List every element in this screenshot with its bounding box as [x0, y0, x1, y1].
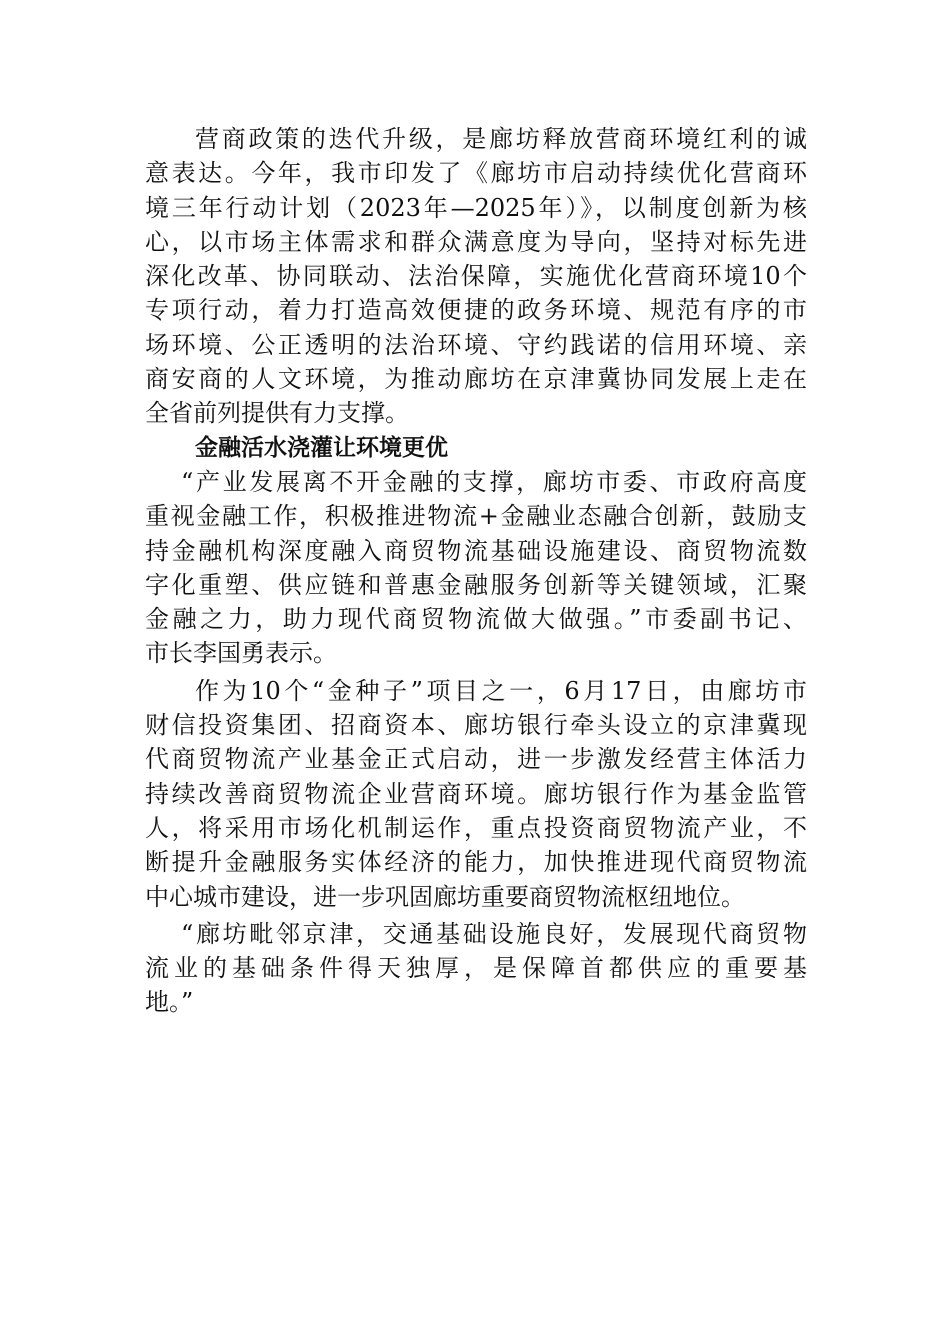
text-line: 专项行动，着力打造高效便捷的政务环境、规范有序的市: [145, 296, 807, 325]
paragraph-industry-fund: [145, 674, 807, 914]
text-line: 代商贸物流产业基金正式启动，进一步激发经营主体活力: [145, 745, 807, 774]
text-line: 全省前列提供有力支撑。: [145, 399, 409, 428]
text-line: 作为10个“金种子”项目之一，6月17日，由廊坊市: [195, 676, 807, 705]
text-line: 心，以市场主体需求和群众满意度为导向，坚持对标先进: [145, 227, 807, 256]
text-line: 财信投资集团、招商资本、廊坊银行牵头设立的京津冀现: [145, 711, 807, 740]
document-page: [145, 122, 807, 1020]
text-line: 持金融机构深度融入商贸物流基础设施建设、商贸物流数: [145, 536, 807, 565]
text-line: 持续改善商贸物流企业营商环境。廊坊银行作为基金监管: [145, 779, 807, 808]
text-line: 市长李国勇表示。: [145, 639, 337, 668]
paragraph-logistics-quote: [145, 917, 807, 1020]
text-line: 境三年行动计划（2023年—2025年）》，以制度创新为核: [145, 193, 807, 222]
text-line: 场环境、公正透明的法治环境、守约践诺的信用环境、亲: [145, 330, 807, 359]
section-heading: 金融活水浇灌让环境更优: [195, 434, 448, 461]
text-line: “产业发展离不开金融的支撑，廊坊市委、市政府高度: [181, 467, 807, 496]
paragraph-finance-quote: [145, 465, 807, 671]
text-line: 营商政策的迭代升级，是廊坊释放营商环境红利的诚: [195, 125, 807, 153]
text-line: 意表达。今年，我市印发了《廊坊市启动持续优化营商环: [145, 159, 807, 188]
text-line: “廊坊毗邻京津，交通基础设施良好，发展现代商贸物: [181, 919, 807, 948]
text-line: 断提升金融服务实体经济的能力，加快推进现代商贸物流: [145, 848, 807, 877]
text-line: 商安商的人文环境，为推动廊坊在京津冀协同发展上走在: [145, 365, 807, 394]
text-line: 地。”: [145, 988, 194, 1017]
paragraph-business-policy: [145, 122, 807, 431]
text-line: 流业的基础条件得天独厚，是保障首都供应的重要基: [145, 954, 807, 983]
text-line: 中心城市建设，进一步巩固廊坊重要商贸物流枢纽地位。: [145, 882, 745, 911]
text-line: 字化重塑、供应链和普惠金融服务创新等关键领域，汇聚: [145, 570, 807, 599]
text-line: 重视金融工作，积极推进物流+金融业态融合创新，鼓励支: [145, 502, 807, 531]
text-line: 人，将采用市场化机制运作，重点投资商贸物流产业，不: [145, 813, 807, 842]
text-line: 金融之力，助力现代商贸物流做大做强。”市委副书记、: [145, 605, 807, 634]
text-line: 深化改革、协同联动、法治保障，实施优化营商环境10个: [145, 262, 807, 291]
